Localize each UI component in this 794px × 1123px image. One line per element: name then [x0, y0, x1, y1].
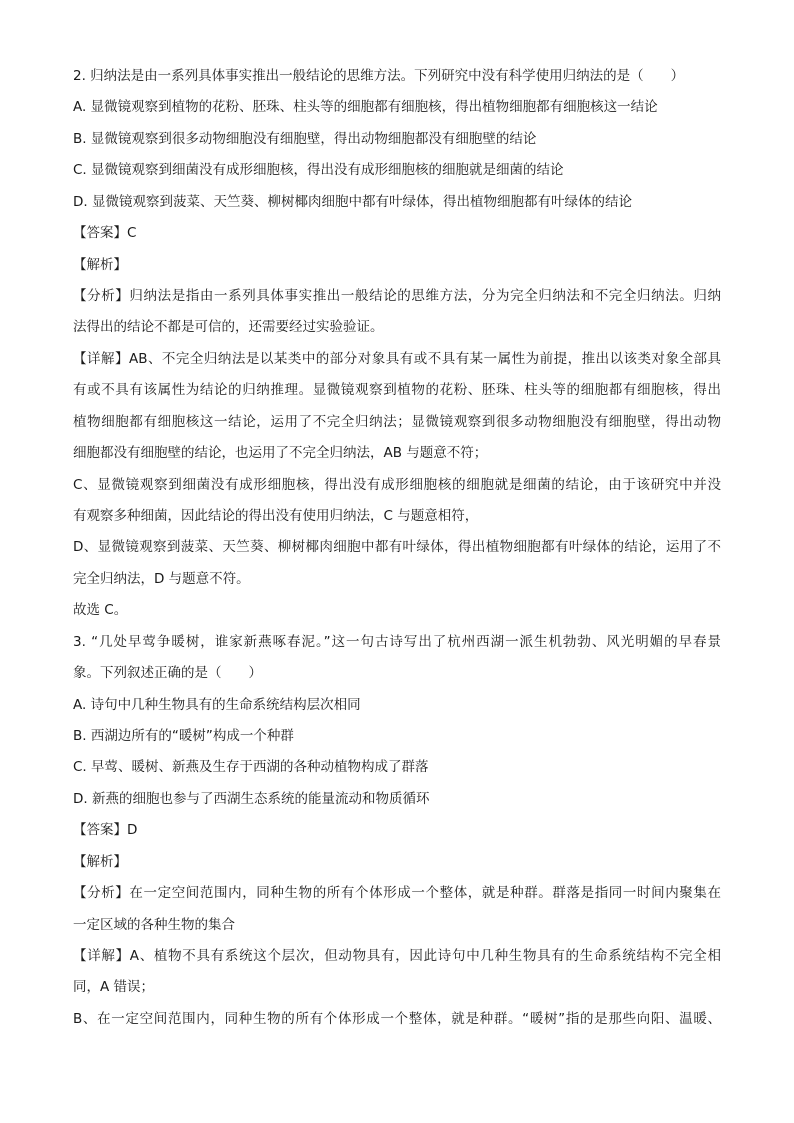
q2-analysis-line: 有观察多种细菌，因此结论的得出没有使用归纳法，C 与题意相符，	[73, 508, 479, 524]
q3-stem-line: 3. “几处早莺争暖树，谁家新燕啄春泥。”这一句古诗写出了杭州西湖一派生机勃勃、风光明媚的早春景	[73, 634, 721, 650]
q2-option-c: C. 显微镜观察到细菌没有成形细胞核，得出没有成形细胞核的细胞就是细菌的结论	[73, 162, 564, 178]
q3-analysis-line: 一定区域的各种生物的集合	[73, 917, 235, 933]
q3-stem-line: 象。下列叙述正确的是（ ）	[73, 665, 262, 681]
q2-analysis-line: 【分析】归纳法是指由一系列具体事实推出一般结论的思维方法，分为完全归纳法和不完全归纳法。归纳	[73, 288, 721, 304]
q2-analysis-line: 有或不具有该属性为结论的归纳推理。显微镜观察到植物的花粉、胚珠、柱头等的细胞都有细胞核，得出	[73, 382, 721, 398]
q3-option-d: D. 新燕的细胞也参与了西湖生态系统的能量流动和物质循环	[73, 791, 430, 807]
q2-option-a: A. 显微镜观察到植物的花粉、胚珠、柱头等的细胞都有细胞核，得出植物细胞都有细胞核这一结论	[73, 99, 658, 115]
q3-answer: 【答案】D	[73, 822, 138, 838]
q3-option-a: A. 诗句中几种生物具有的生命系统结构层次相同	[73, 697, 361, 713]
q2-option-d: D. 显微镜观察到菠菜、天竺葵、柳树椰肉细胞中都有叶绿体，得出植物细胞都有叶绿体的结论	[73, 194, 632, 210]
q2-analysis-line: 故选 C。	[73, 602, 128, 618]
q2-analysis-line: 植物细胞都有细胞核这一结论，运用了不完全归纳法；显微镜观察到很多动物细胞没有细胞壁，得出动物	[73, 414, 721, 430]
q2-stem: 2. 归纳法是由一系列具体事实推出一般结论的思维方法。下列研究中没有科学使用归纳法的是（ ）	[73, 68, 685, 84]
q2-analysis-line: 完全归纳法，D 与题意不符。	[73, 571, 250, 587]
q2-option-b: B. 显微镜观察到很多动物细胞没有细胞壁，得出动物细胞都没有细胞壁的结论	[73, 131, 537, 147]
q2-analysis-line: 【详解】AB、不完全归纳法是以某类中的部分对象具有或不具有某一属性为前提，推出以该类对象全部具	[73, 351, 721, 367]
q2-analysis-line: 法得出的结论不都是可信的，还需要经过实验验证。	[73, 319, 384, 335]
q2-answer: 【答案】C	[73, 225, 137, 241]
q3-analysis-line: B、在一定空间范围内，同种生物的所有个体形成一个整体，就是种群。“暖树”指的是那些向阳、温暖、	[73, 1011, 721, 1027]
q3-analysis-line: 【分析】在一定空间范围内，同种生物的所有个体形成一个整体，就是种群。群落是指同一时间内聚集在	[73, 885, 721, 901]
q3-analysis-line: 同，A 错误；	[73, 979, 155, 995]
q2-analysis-label: 【解析】	[73, 257, 127, 273]
q2-analysis-line: C、显微镜观察到细菌没有成形细胞核，得出没有成形细胞核的细胞就是细菌的结论，由于该研究中并没	[73, 477, 721, 493]
q3-analysis-label: 【解析】	[73, 854, 127, 870]
q2-analysis-line: D、显微镜观察到菠菜、天竺葵、柳树椰肉细胞中都有叶绿体，得出植物细胞都有叶绿体的结论，运用了不	[73, 539, 721, 555]
q3-option-b: B. 西湖边所有的“暖树”构成一个种群	[73, 728, 294, 744]
q3-option-c: C. 早莺、暖树、新燕及生存于西湖的各种动植物构成了群落	[73, 759, 429, 775]
q2-analysis-line: 细胞都没有细胞壁的结论，也运用了不完全归纳法，AB 与题意不符；	[73, 445, 488, 461]
q3-analysis-line: 【详解】A、植物不具有系统这个层次，但动物具有，因此诗句中几种生物具有的生命系统结构不完全相	[73, 948, 721, 964]
